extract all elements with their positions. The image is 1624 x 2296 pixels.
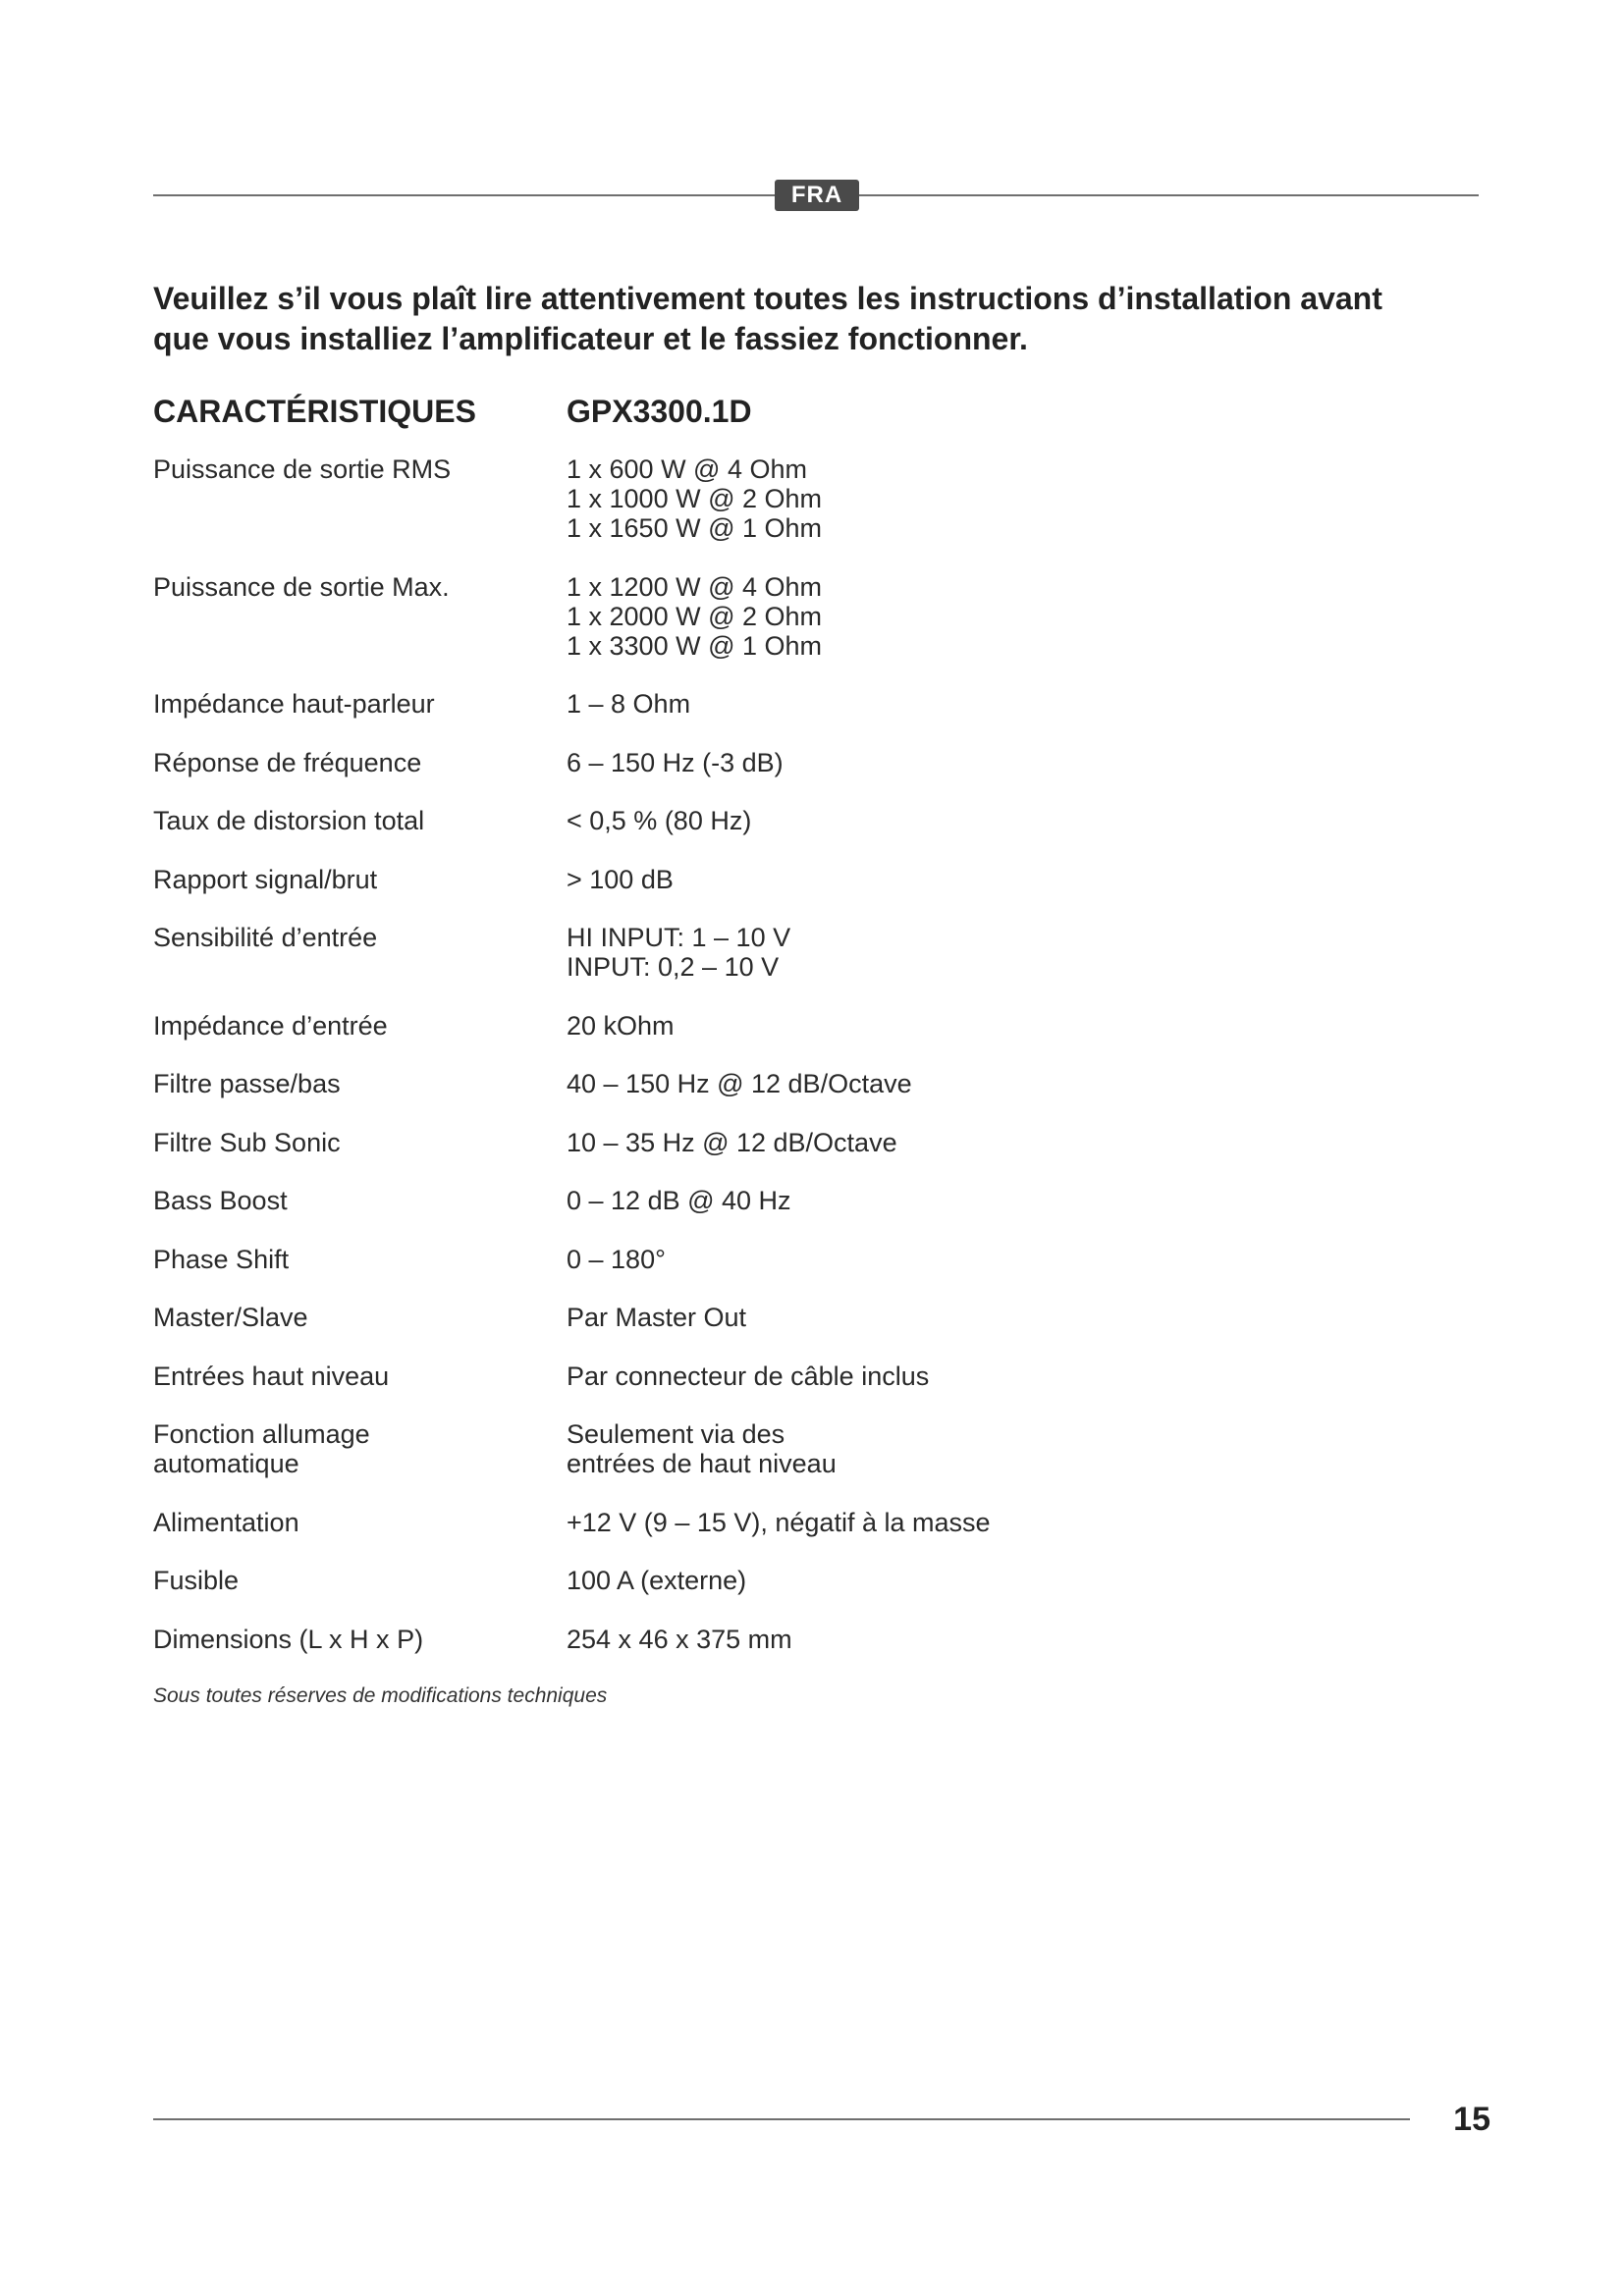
intro-line: que vous installiez l’amplificateur et le fassiez fonctionner. — [153, 321, 1028, 356]
spec-label: Puissance de sortie RMS — [153, 454, 452, 484]
spec-label: Phase Shift — [153, 1244, 290, 1274]
spec-value-line: +12 V (9 – 15 V), négatif à la masse — [567, 1507, 991, 1537]
spec-row — [153, 806, 1233, 835]
spec-value-line: > 100 dB — [567, 864, 674, 894]
spec-value-line: 100 A (externe) — [567, 1566, 747, 1595]
spec-value-line: HI INPUT: 1 – 10 V — [567, 923, 791, 952]
spec-label: Fonction allumage automatique — [153, 1419, 370, 1478]
spec-label: Rapport signal/brut — [153, 864, 378, 894]
spec-row — [153, 1069, 1233, 1098]
spec-value-line: 254 x 46 x 375 mm — [567, 1624, 792, 1654]
spec-value — [567, 1508, 1215, 1537]
spec-value — [567, 748, 1215, 777]
spec-value-line: 1 x 1650 W @ 1 Ohm — [567, 513, 823, 543]
spec-row — [153, 1011, 1233, 1041]
spec-value-line: 0 – 180° — [567, 1244, 666, 1274]
intro-paragraph — [153, 279, 1479, 359]
spec-row — [153, 689, 1233, 719]
spec-value-line: 20 kOhm — [567, 1010, 675, 1041]
spec-row — [153, 865, 1233, 894]
spec-table — [153, 454, 1233, 1682]
footer-rule — [153, 2118, 1410, 2120]
spec-row — [153, 1419, 1233, 1478]
spec-label: Fusible — [153, 1566, 240, 1595]
spec-label: Alimentation — [153, 1507, 299, 1537]
spec-row — [153, 1508, 1233, 1537]
spec-value — [567, 1566, 1215, 1595]
spec-value-line: 1 – 8 Ohm — [567, 689, 691, 719]
spec-label: Filtre passe/bas — [153, 1069, 341, 1098]
spec-table-header — [153, 394, 1135, 433]
spec-value-line: 1 x 2000 W @ 2 Ohm — [567, 601, 823, 631]
spec-value — [567, 1419, 1215, 1478]
spec-value-line: INPUT: 0,2 – 10 V — [567, 952, 780, 982]
spec-value — [567, 1069, 1215, 1098]
spec-value — [567, 1362, 1215, 1391]
spec-label: Puissance de sortie Max. — [153, 571, 450, 602]
spec-row — [153, 1128, 1233, 1157]
spec-value — [567, 1011, 1215, 1041]
spec-label: Impédance d’entrée — [153, 1010, 388, 1041]
spec-value — [567, 454, 1215, 543]
spec-label: Sensibilité d’entrée — [153, 923, 378, 952]
intro-line: Veuillez s’il vous plaît lire attentivement toutes les instructions d’installation avant — [153, 281, 1382, 316]
spec-value-line: < 0,5 % (80 Hz) — [567, 806, 752, 835]
spec-value — [567, 1186, 1215, 1215]
footnote: Sous toutes réserves de modifications techniques — [153, 1684, 608, 1707]
spec-value-line: 40 – 150 Hz @ 12 dB/Octave — [567, 1069, 912, 1098]
spec-value-line: Par Master Out — [567, 1303, 747, 1332]
spec-value-line: 1 x 600 W @ 4 Ohm — [567, 454, 807, 484]
spec-value — [567, 806, 1215, 835]
spec-value — [567, 923, 1215, 982]
spec-row — [153, 1186, 1233, 1215]
spec-label: Dimensions (L x H x P) — [153, 1624, 424, 1654]
spec-row — [153, 572, 1233, 661]
spec-value-line: 6 – 150 Hz (-3 dB) — [567, 747, 784, 777]
spec-label: Filtre Sub Sonic — [153, 1127, 341, 1157]
spec-value — [567, 689, 1215, 719]
spec-value-line: entrées de haut niveau — [567, 1449, 837, 1478]
spec-label: Impédance haut-parleur — [153, 689, 435, 719]
spec-value-line: 0 – 12 dB @ 40 Hz — [567, 1186, 791, 1215]
spec-row — [153, 923, 1233, 982]
spec-row — [153, 454, 1233, 543]
spec-label: Taux de distorsion total — [153, 806, 425, 835]
spec-value — [567, 865, 1215, 894]
spec-value — [567, 1303, 1215, 1332]
spec-label: Master/Slave — [153, 1303, 308, 1332]
spec-row — [153, 1303, 1233, 1332]
spec-value-line: Par connecteur de câble inclus — [567, 1361, 930, 1391]
spec-value — [567, 1625, 1215, 1654]
spec-row — [153, 1566, 1233, 1595]
spec-value — [567, 1128, 1215, 1157]
spec-row — [153, 1245, 1233, 1274]
spec-row — [153, 748, 1233, 777]
spec-value-line: 10 – 35 Hz @ 12 dB/Octave — [567, 1127, 897, 1157]
language-badge: FRA — [775, 180, 859, 211]
spec-heading: CARACTÉRISTIQUES — [153, 394, 476, 429]
spec-value-line: 1 x 1200 W @ 4 Ohm — [567, 571, 823, 602]
page-number: 15 — [1453, 2101, 1490, 2138]
spec-value — [567, 1245, 1215, 1274]
spec-value — [567, 572, 1215, 661]
spec-row — [153, 1625, 1233, 1654]
spec-value-line: 1 x 3300 W @ 1 Ohm — [567, 630, 823, 661]
spec-label: Bass Boost — [153, 1186, 288, 1215]
spec-label: Réponse de fréquence — [153, 747, 422, 777]
spec-value-line: Seulement via des — [567, 1419, 785, 1449]
spec-label: Entrées haut niveau — [153, 1361, 390, 1391]
spec-row — [153, 1362, 1233, 1391]
model-name: GPX3300.1D — [567, 394, 752, 429]
spec-value-line: 1 x 1000 W @ 2 Ohm — [567, 484, 823, 513]
